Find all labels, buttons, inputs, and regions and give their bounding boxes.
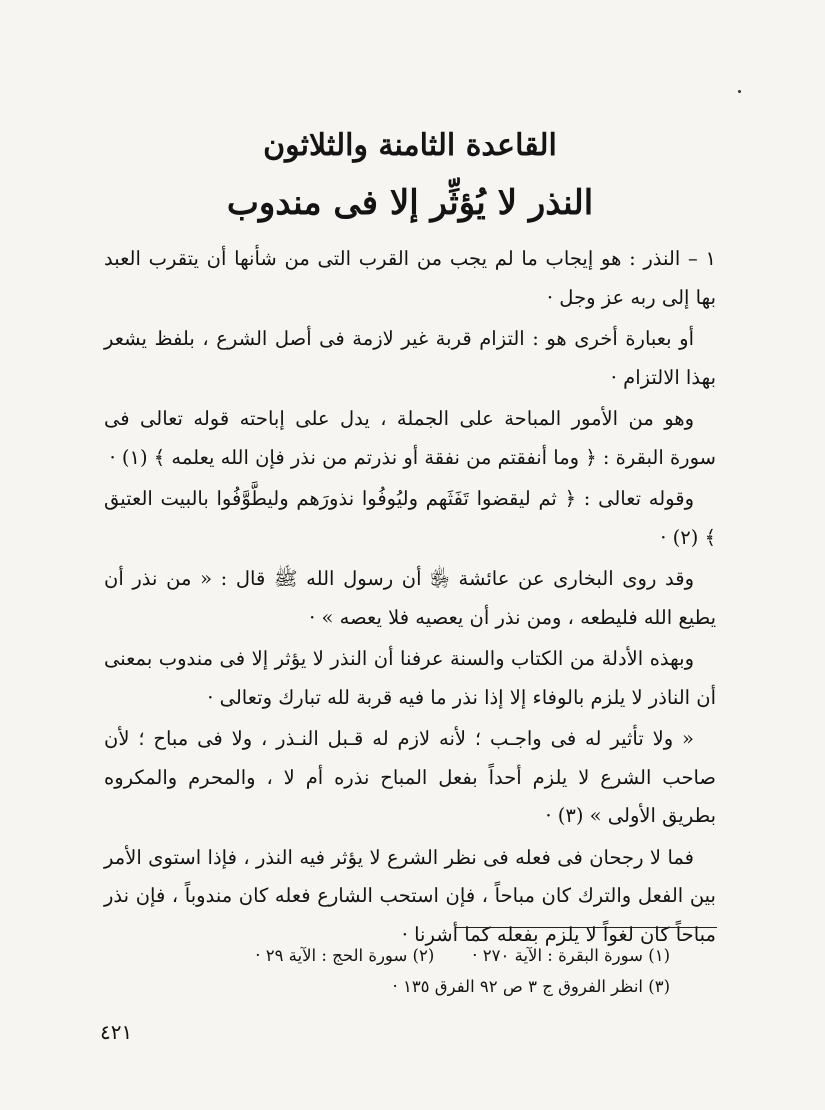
- footnote-row: [200, 940, 670, 971]
- footnote-divider: [455, 927, 717, 928]
- footnote-2: (٢) سورة الحج : الآية ٢٩ ·: [255, 946, 435, 965]
- paragraph-conclusion: وبهذه الأدلة من الكتاب والسنة عرفنا أن النذر لا يؤثر إلا فى مندوب بمعنى أن الناذر لا يلزم بالوفاء إلا إذا نذر ما فيه قربة لله تبارك وتعالى ·: [104, 647, 716, 709]
- paragraph-permissibility: وهو من الأمور المباحة على الجملة ، يدل على إباحته قوله تعالى فى سورة البقرة : ﴿ وما أنفقتم من نفقة أو نذرتم من نذر فإن الله يعلمه ﴾ (١) ·: [104, 407, 716, 469]
- main-text: [104, 240, 716, 957]
- paragraph-alt-definition: أو بعبارة أخرى هو : التزام قربة غير لازمة فى أصل الشرع ، بلفظ يشعر بهذا الالتزام ·: [104, 327, 716, 389]
- paragraph-quote: « ولا تأثير له فى واجـب ؛ لأنه لازم له قـبل النـذر ، ولا فى مباح ؛ لأن صاحب الشرع لا يلزم أحداً بفعل المباح نذره أم لا ، والمحرم والمكروه بطريق الأولى » (٣) ·: [104, 727, 716, 827]
- footnote-row: [200, 971, 670, 1002]
- paragraph-final: فما لا رجحان فى فعله فى نظر الشرع لا يؤثر فيه النذر ، فإذا استوى الأمر بين الفعل والترك كان مباحاً ، فإن استحب الشارع فعله كان مندوباً ، فإن نذر مباحاً كان لغواً لا يلزم بفعله كما أشرنا ·: [104, 845, 716, 946]
- rule-subtitle: النذر لا يُؤثِّر إلا فى مندوب: [226, 183, 594, 223]
- page-number: ٤٢١: [100, 1020, 133, 1044]
- footnotes: [200, 940, 670, 1002]
- footnote-1: (١) سورة البقرة : الآية ٢٧٠ ·: [472, 946, 670, 965]
- paragraph-definition: ١ – النذر : هو إيجاب ما لم يجب من القرب التى من شأنها أن يتقرب العبد بها إلى ربه عز وجل ·: [104, 247, 716, 309]
- footnote-3: (٣) انظر الفروق ج ٣ ص ٩٢ الفرق ١٣٥ ·: [392, 977, 670, 996]
- rule-title: القاعدة الثامنة والثلاثون: [263, 128, 557, 163]
- paragraph-hadith: وقد روى البخارى عن عائشة ﵂ أن رسول الله ﷺ قال : « من نذر أن يطيع الله فليطعه ، ومن نذر أن يعصيه فلا يعصه » ·: [104, 567, 716, 629]
- paragraph-verse-hajj: وقوله تعالى : ﴿ ثم ليقضوا تَفَثَهم وليُوفُوا نذورَهم وليطَّوَّفُوا بالبيت العتيق ﴾ (٢) ·: [104, 487, 716, 549]
- ink-speck: [738, 90, 741, 93]
